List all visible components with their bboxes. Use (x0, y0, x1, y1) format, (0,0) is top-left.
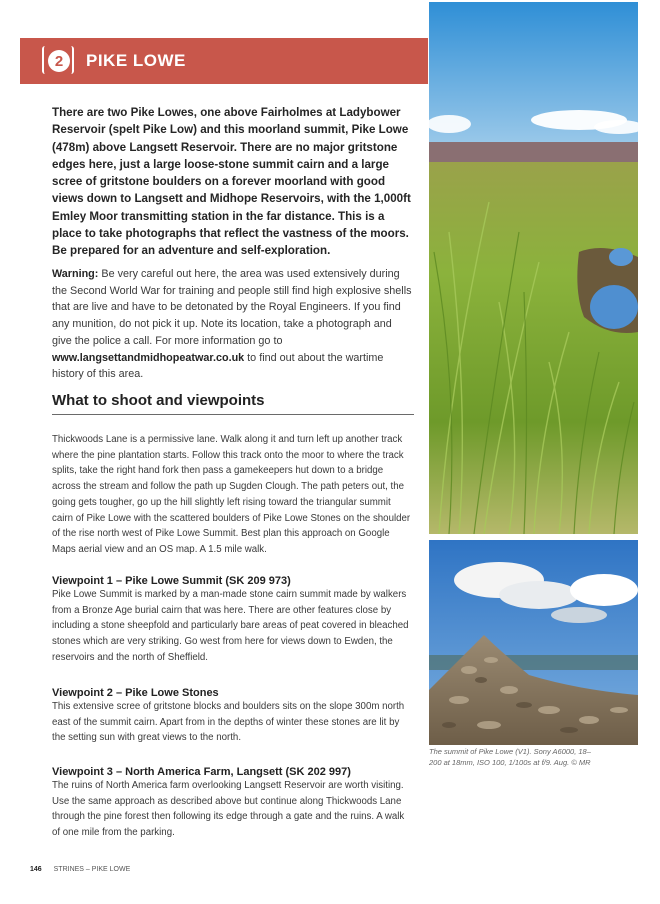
viewpoint-title: Viewpoint 1 – Pike Lowe Summit (SK 209 973) (52, 575, 291, 587)
viewpoint-2 (52, 687, 414, 746)
warning-link[interactable]: www.langsettandmidhopeatwar.co.uk (52, 351, 245, 364)
warning-label: Warning: (52, 268, 99, 280)
warning-text: Be very careful out here, the area was used extensively during the Second World War for training and people still find high explosive shells that are live and have to be detonated by the Royal Engineers. If you find any munition, do not pick it up. Note its location, take a photograph and give the police a call. For more information go to (52, 268, 412, 347)
viewpoint-text: The ruins of North America farm overlooking Langsett Reservoir are worth visiting. Use the same approach as described above but continue along Thickwoods Lane through the pine forest then following its edge through a gate and the ruins. A walk of one mile from the parking. (52, 780, 405, 839)
warning-text-after: to find out about the wartime history of this area. (52, 351, 384, 381)
viewpoint-title: Viewpoint 3 – North America Farm, Langsett (SK 202 997) (52, 766, 351, 778)
page-number: 146 (30, 866, 42, 873)
summit-cairn-photo (429, 540, 638, 745)
page-footer (30, 866, 130, 873)
warning-paragraph (52, 266, 414, 383)
viewpoint-1 (52, 575, 414, 666)
section-number-badge: 2 (48, 50, 70, 72)
viewpoint-title: Viewpoint 2 – Pike Lowe Stones (52, 687, 219, 699)
viewpoint-3 (52, 766, 414, 841)
running-footer: STRINES – PIKE LOWE (53, 866, 131, 873)
viewpoint-text: Pike Lowe Summit is marked by a man-made stone cairn summit made by walkers from a Bronze Age burial cairn that was here. There are other features close by including a stone sheepfold and particularly bare areas of peat covered in bleached stones which are very striking. Go west from here for views down to Ewden, the reservoirs and the north of Sheffield. (52, 589, 409, 663)
photo-caption: The summit of Pike Lowe (V1). Sony A6000, 18–200 at 18mm, ISO 100, 1/100s at f/9. Aug. © MR (429, 747, 591, 767)
section-banner (20, 38, 428, 84)
section-heading: What to shoot and viewpoints (52, 392, 414, 415)
moorland-grass-photo (429, 2, 638, 534)
intro-paragraph: There are two Pike Lowes, one above Fairholmes at Ladybower Reservoir (spelt Pike Low) and this moorland summit, Pike Lowe (478m) above Langsett Reservoir. There are no major gritstone edges here, just a large loose-stone summit cairn and a large scree of gritstone boulders on a forever moorland with good views down to Langsett and Midhope Reservoirs, with the 1,000ft Emley Moor transmitting station in the far distance. This is a place to take photographs that reflect the vastness of the moors. Be prepared for an adventure and self-exploration. (52, 106, 411, 258)
section-title: PIKE LOWE (86, 51, 186, 70)
route-description: Thickwoods Lane is a permissive lane. Walk along it and turn left up another track where the pine plantation starts. Follow this track onto the moor to where the track splits, take the right hand fork then pass a gamekeepers hut down to a bridge across the stream and follow the path up Sugden Clough. The path peters out, the going gets tougher, go up the hill slightly left rising toward the triangular summit cairn of Pike Lowe with the scattered boulders of Pike Lowe Stones on the shoulder of the rise north west of Pike Lowe Summit. Best plan this approach on Google Maps aerial view and an OS map. A 1.5 mile walk. (52, 434, 411, 555)
viewpoint-text: This extensive scree of gritstone blocks and boulders sits on the slope 300m north east of the summit cairn. Apart from in the depths of winter these stones are lit by the setting sun with great views to the north. (52, 701, 405, 744)
